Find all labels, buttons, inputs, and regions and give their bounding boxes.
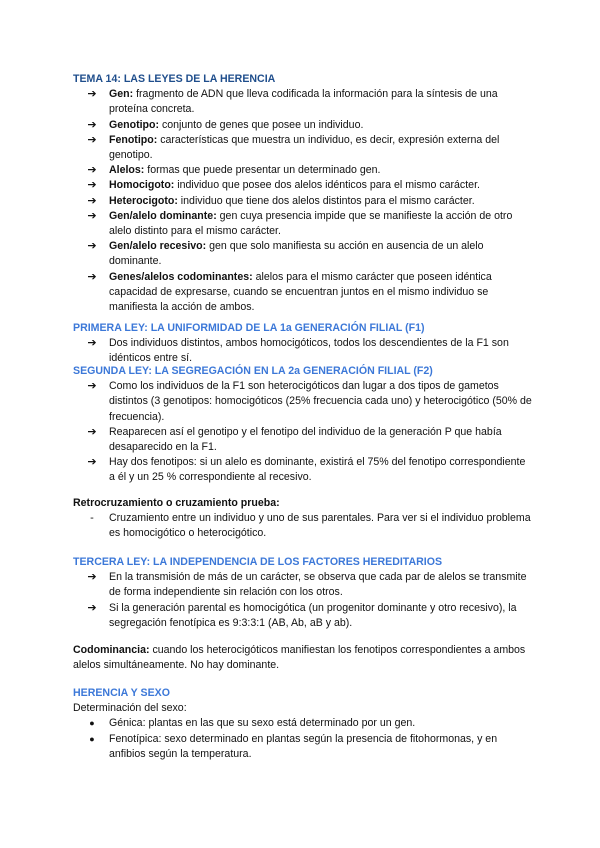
arrow-icon: ➔ [87, 179, 97, 192]
definition-item [73, 178, 533, 193]
definition-text: individuo que tiene dos alelos distintos para el mismo carácter. [177, 194, 475, 207]
list-item [73, 732, 533, 762]
segunda-ley-section [73, 364, 533, 486]
arrow-icon: ➔ [87, 456, 97, 469]
list-item [73, 425, 533, 455]
definition-term: Alelos: [109, 164, 145, 177]
definition-text: características que muestra un individuo, es decir, expresión externa del genotipo. [109, 133, 500, 162]
primera-ley-list [73, 336, 533, 366]
arrow-icon: ➔ [87, 164, 97, 177]
herencia-sexo-section [73, 686, 533, 762]
list-item-text: Dos individuos distintos, ambos homocigóticos, todos los descendientes de la F1 son idénticos entre sí. [109, 337, 509, 365]
definition-term: Heterocigoto: [109, 194, 178, 207]
arrow-icon: ➔ [87, 571, 97, 584]
definition-text: fragmento de ADN que lleva codificada la información para la síntesis de una proteína concreta. [109, 88, 498, 116]
bullet-icon: ● [89, 718, 95, 729]
arrow-icon: ➔ [87, 118, 97, 131]
definition-item [73, 133, 533, 163]
definition-item [73, 270, 533, 316]
definition-text: gen que solo manifiesta su acción en ausencia de un alelo dominante. [109, 240, 484, 268]
definition-term: Homocigoto: [109, 179, 175, 192]
definition-item [73, 163, 533, 178]
arrow-icon: ➔ [87, 425, 97, 438]
definition-term: Genes/alelos codominantes: [109, 270, 253, 283]
list-item-text: Si la generación parental es homocigótica (un progenitor dominante y otro recesivo), la segregación fenotípica es 9:3:3:1 (AB, Ab, aB y ab). [109, 601, 517, 629]
list-item-text: Génica: plantas en las que su sexo está determinado por un gen. [109, 717, 416, 730]
retrocruzamiento-title: Retrocruzamiento o cruzamiento prueba: [73, 497, 280, 509]
definition-item [73, 87, 533, 117]
list-item [73, 336, 533, 366]
definition-term: Fenotipo: [109, 133, 158, 146]
tercera-ley-title: TERCERA LEY: LA INDEPENDENCIA DE LOS FACTORES HEREDITARIOS [73, 556, 443, 568]
definition-item [73, 194, 533, 209]
definition-item [73, 209, 533, 239]
list-item [73, 601, 533, 631]
codominancia-section [73, 643, 533, 673]
list-item [73, 455, 533, 485]
list-item [73, 511, 533, 541]
definition-text: conjunto de genes que posee un individuo. [159, 118, 364, 131]
primera-ley-section [73, 321, 533, 367]
segunda-ley-list [73, 379, 533, 485]
tercera-ley-list [73, 570, 533, 631]
definition-term: Gen/alelo recesivo: [109, 240, 207, 253]
segunda-ley-title: SEGUNDA LEY: LA SEGREGACIÓN EN LA 2a GENERACIÓN FILIAL (F2) [73, 365, 433, 377]
herencia-sexo-intro: Determinación del sexo: [73, 702, 187, 715]
tema14-definitions-list [73, 87, 533, 315]
codominancia-term: Codominancia: [73, 644, 150, 656]
dash-icon: - [90, 512, 94, 525]
herencia-sexo-title: HERENCIA Y SEXO [73, 687, 170, 699]
list-item-text: Reaparecen así el genotipo y el fenotipo del individuo de la generación P que había desaparecido en la F1. [109, 425, 502, 454]
definition-term: Genotipo: [109, 118, 160, 131]
bullet-icon: ● [89, 733, 95, 744]
arrow-icon: ➔ [87, 194, 97, 207]
list-item [73, 570, 533, 600]
codominancia-paragraph [73, 643, 533, 673]
list-item-text: Cruzamiento entre un individuo y uno de sus parentales. Para ver si el individuo problema es homocigótico o heterocigótico. [109, 512, 531, 540]
arrow-icon: ➔ [87, 380, 97, 393]
primera-ley-title: PRIMERA LEY: LA UNIFORMIDAD DE LA 1a GENERACIÓN FILIAL (F1) [73, 322, 425, 334]
arrow-icon: ➔ [87, 601, 97, 614]
list-item [73, 379, 533, 425]
arrow-icon: ➔ [87, 88, 97, 101]
arrow-icon: ➔ [87, 270, 97, 283]
definition-item [73, 239, 533, 269]
definition-text: individuo que posee dos alelos idénticos para el mismo carácter. [174, 179, 480, 192]
arrow-icon: ➔ [87, 209, 97, 222]
list-item-text: Hay dos fenotipos: si un alelo es dominante, existirá el 75% del fenotipo correspondiente a él y un 25 % correspondiente al recesivo. [109, 456, 526, 484]
tema14-title: TEMA 14: LAS LEYES DE LA HERENCIA [73, 73, 276, 85]
definition-text: alelos para el mismo carácter que poseen idéntica capacidad de expresarse, cuando se encuentran juntos en el mismo individuo se manifiesta la acción de ambos. [109, 270, 492, 314]
tercera-ley-section [73, 555, 533, 631]
arrow-icon: ➔ [87, 240, 97, 253]
definition-term: Gen/alelo dominante: [109, 209, 217, 222]
definition-text: gen cuya presencia impide que se manifieste la acción de otro alelo distinto para el mismo carácter. [109, 209, 513, 238]
arrow-icon: ➔ [87, 133, 97, 146]
definition-text: formas que puede presentar un determinado gen. [144, 164, 381, 177]
list-item [73, 716, 533, 731]
retrocruzamiento-section [73, 496, 533, 542]
definition-term: Gen: [109, 88, 134, 101]
list-item-text: Como los individuos de la F1 son heterocigóticos dan lugar a dos tipos de gametos distintos (3 genotipos: homocigóticos (25% frecuencia cada uno) y heterocigótico (50% de frecuencia). [109, 380, 532, 423]
list-item-text: Fenotípica: sexo determinado en plantas según la presencia de fitohormonas, y en anfibios según la temperatura. [109, 732, 498, 760]
arrow-icon: ➔ [87, 337, 97, 350]
retrocruzamiento-list [73, 511, 533, 541]
herencia-sexo-list [73, 716, 533, 762]
tema14-section [73, 72, 533, 315]
list-item-text: En la transmisión de más de un carácter, se observa que cada par de alelos se transmite de forma independiente sin relación con los otros. [109, 571, 527, 599]
definition-item [73, 118, 533, 133]
codominancia-text: cuando los heterocigóticos manifiestan los fenotipos correspondientes a ambos alelos simultáneamente. No hay dominante. [73, 644, 526, 672]
